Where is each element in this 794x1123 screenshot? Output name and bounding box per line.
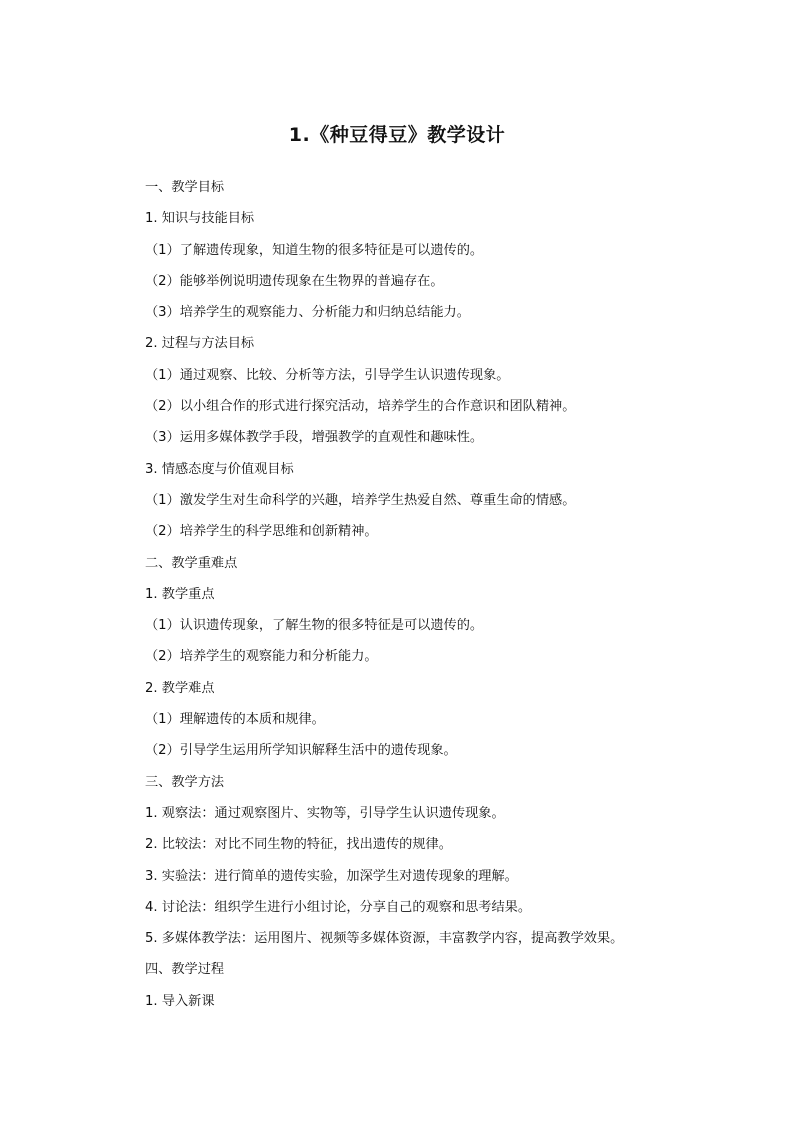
list-item: （1）理解遗传的本质和规律。 (145, 712, 325, 728)
section-heading: 二、教学重难点 (145, 555, 238, 571)
document-title: 1.《种豆得豆》教学设计 (288, 124, 506, 146)
list-item: 5. 多媒体教学法：运用图片、视频等多媒体资源，丰富教学内容，提高教学效果。 (145, 931, 624, 947)
subsection-heading: 1. 知识与技能目标 (145, 211, 255, 227)
list-item: （2）培养学生的科学思维和创新精神。 (145, 524, 378, 540)
list-item: （2）培养学生的观察能力和分析能力。 (145, 649, 378, 665)
section-heading: 三、教学方法 (145, 774, 225, 790)
section-heading: 一、教学目标 (145, 180, 225, 195)
list-item: （3）培养学生的观察能力、分析能力和归纳总结能力。 (145, 305, 470, 321)
subsection-heading: 3. 情感态度与价值观目标 (145, 461, 294, 477)
list-item: 3. 实验法：进行简单的遗传实验，加深学生对遗传现象的理解。 (145, 868, 518, 884)
list-item: （2）能够举例说明遗传现象在生物界的普遍存在。 (145, 273, 444, 289)
subsection-heading: 1. 教学重点 (145, 586, 215, 602)
section-heading: 四、教学过程 (145, 962, 225, 978)
document-body (145, 172, 705, 1017)
list-item: （2）以小组合作的形式进行探究活动，培养学生的合作意识和团队精神。 (145, 399, 576, 415)
subsection-heading: 2. 过程与方法目标 (145, 336, 255, 352)
subsection-heading: 2. 教学难点 (145, 680, 215, 696)
list-item: （1）激发学生对生命科学的兴趣，培养学生热爱自然、尊重生命的情感。 (145, 492, 576, 508)
list-item: 1. 观察法：通过观察图片、实物等，引导学生认识遗传现象。 (145, 805, 505, 821)
list-item: （1）认识遗传现象，了解生物的很多特征是可以遗传的。 (145, 618, 484, 634)
subsection-heading: 1. 导入新课 (145, 993, 215, 1009)
list-item: （3）运用多媒体教学手段，增强教学的直观性和趣味性。 (145, 430, 484, 446)
list-item: 2. 比较法：对比不同生物的特征，找出遗传的规律。 (145, 837, 452, 853)
list-item: （1）通过观察、比较、分析等方法，引导学生认识遗传现象。 (145, 367, 510, 383)
list-item: （2）引导学生运用所学知识解释生活中的遗传现象。 (145, 743, 457, 759)
list-item: （1）了解遗传现象，知道生物的很多特征是可以遗传的。 (145, 242, 484, 258)
list-item: 4. 讨论法：组织学生进行小组讨论，分享自己的观察和思考结果。 (145, 899, 532, 915)
